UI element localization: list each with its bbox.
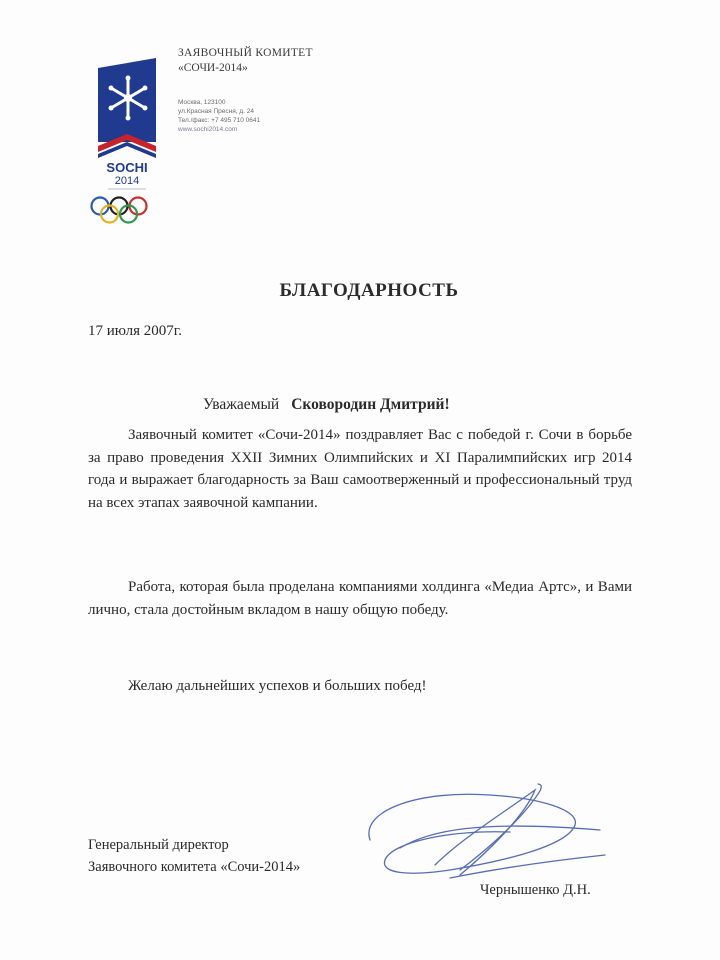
addressee-name: Сковородин Дмитрий! (291, 396, 450, 413)
paragraph-wishes: Желаю дальнейших успехов и больших побед! (128, 678, 427, 694)
address-city: Москва, 123100 (178, 99, 226, 106)
signer-name: Чернышенко Д.Н. (480, 882, 591, 898)
paragraph-contribution: Работа, которая была проделана компаниями холдинга «Медиа Артс», и Вами лично, стала достойным вкладом в нашу общую победу. (88, 579, 632, 618)
sochi-2014-logo (88, 50, 168, 230)
address-website: www.sochi2014.com (178, 126, 238, 133)
document-date: 17 июля 2007г. (88, 323, 182, 339)
org-name: ЗАЯВОЧНЫЙ КОМИТЕТ (178, 47, 313, 59)
salutation-greeting: Уважаемый (203, 396, 280, 413)
handwritten-signature (340, 770, 620, 900)
signer-organization: Заявочного комитета «Сочи-2014» (88, 859, 301, 875)
address-phone: Тел./факс: +7 495 710 0641 (178, 117, 261, 124)
document-title: БЛАГОДАРНОСТЬ (279, 280, 459, 301)
signer-position (88, 834, 300, 878)
salutation (203, 396, 450, 414)
logo-text: SOCHI (106, 160, 148, 175)
org-name-quoted: «СОЧИ-2014» (178, 62, 248, 74)
logo-year: 2014 (114, 175, 140, 187)
letterhead (178, 46, 398, 134)
address-street: ул.Красная Пресня, д. 24 (178, 108, 255, 115)
signer-title: Генеральный директор (88, 837, 229, 853)
paragraph-congratulation: Заявочный комитет «Сочи-2014» поздравляет Вас с победой г. Сочи в борьбе за право проведения XXII Зимних Олимпийских и XI Паралимпийских игр 2014 года и выражает благодарность за Ваш самоотверженный и профессиональный труд на всех этапах заявочной кампании. (88, 427, 632, 511)
org-address (178, 98, 398, 134)
